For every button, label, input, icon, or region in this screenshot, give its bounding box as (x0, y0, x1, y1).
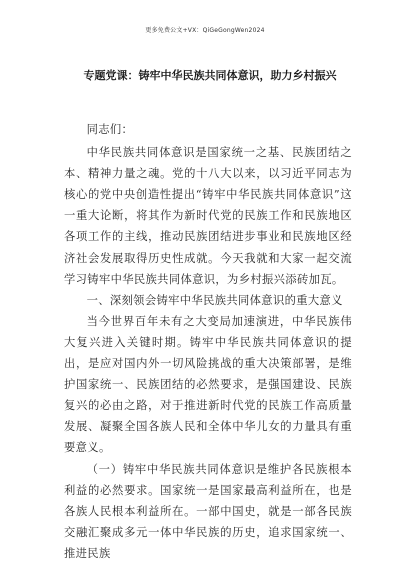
header-note: 更多免费公文+VX：QiGeGongWen2024 (145, 27, 265, 34)
paragraph-subsection-1: （一）铸牢中华民族共同体意识是维护各民族根本利益的必然要求。国家统一是国家最高利益所在，也是各族人民根本利益所在。一部中国史，就是一部各民族交融汇聚成多元一体中华民族的历史，追求国家统一、推进民族 (64, 462, 352, 560)
salutation: 同志们： (86, 123, 134, 136)
document-body (64, 119, 352, 564)
paragraph-significance: 当今世界百年未有之大变局加速演进，中华民族伟大复兴进入关键时期。铸牢中华民族共同体意识的提出，是应对国内外一切风险挑战的重大决策部署，是维护国家统一、民族团结的必然要求，是强国建设、民族复兴的必由之路，对于推进新时代党的民族工作高质量发展、凝聚全国各族人民和全体中华儿女的力量具有重要意义。 (64, 314, 352, 455)
paragraph-intro: 中华民族共同体意识是国家统一之基、民族团结之本、精神力量之魂。党的十八大以来，以习近平同志为核心的党中央创造性提出“铸牢中华民族共同体意识”这一重大论断，将其作为新时代党的民族工作和民族地区各项工作的主线，推动民族团结进步事业和民族地区经济社会发展取得历史性成就。今天我就和大家一起交流学习铸牢中华民族共同体意识，为乡村振兴添砖加瓦。 (64, 146, 352, 286)
section-heading-1: 一、深刻领会铸牢中华民族共同体意识的重大意义 (86, 293, 343, 307)
document-title: 专题党课：铸牢中华民族共同体意识，助力乡村振兴 (83, 69, 337, 82)
